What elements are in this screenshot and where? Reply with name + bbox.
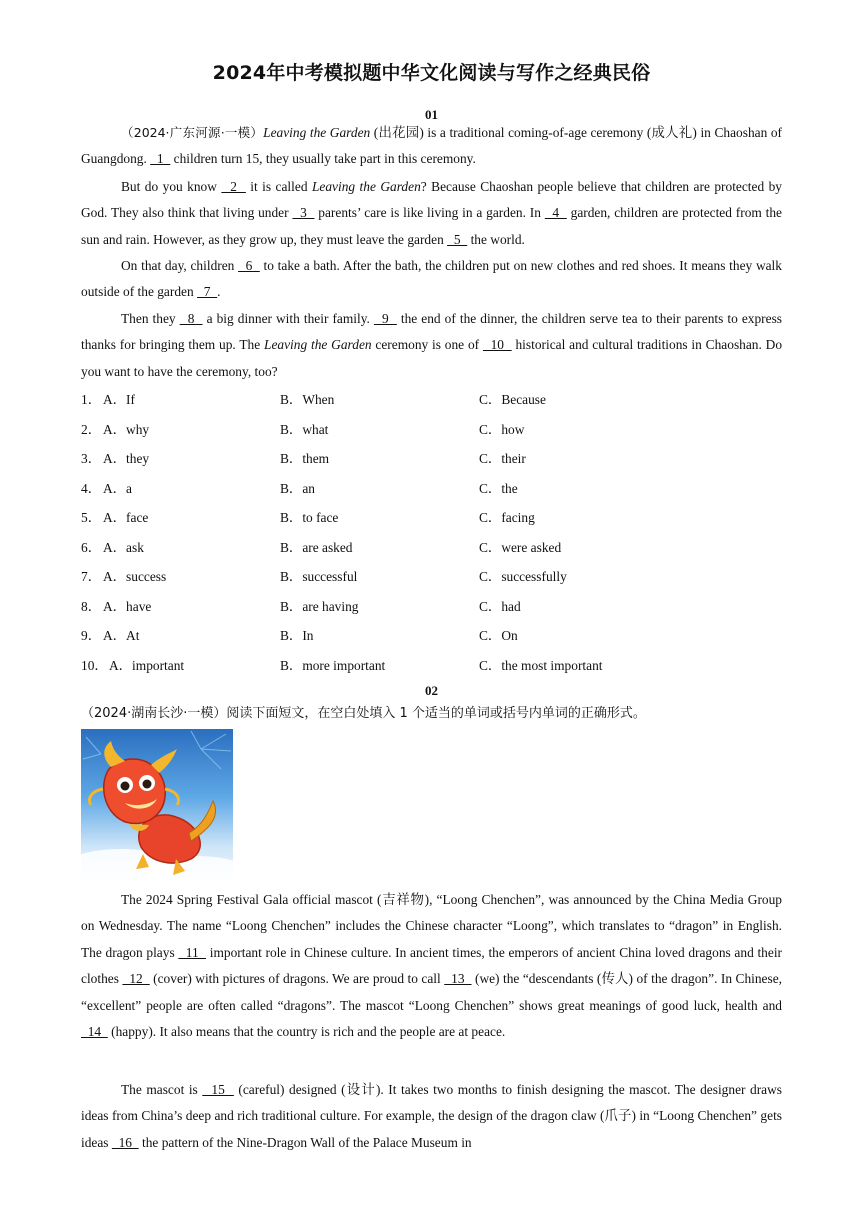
blank-3: 3 (292, 205, 315, 221)
passage-1-paragraph-2: But do you know 2 it is called Leaving the Garden? Because Chaoshan people believe that children are protected by God. They also think that living under 3 parents’ care is like living in a garden. In 4 garden, children are protected from the sun and rain. However, as they grow up, they must leave the garden 5 the world. (81, 179, 783, 247)
italic-title: Leaving the Garden (264, 337, 372, 353)
blank-2: 2 (221, 179, 246, 194)
blank-7: 7 (197, 284, 218, 300)
source-label: （2024·广东河源·一模） (121, 125, 264, 140)
passage-2-paragraph-2: The mascot is 15 (careful) designed (设计). It takes two months to finish designing the mascot. The designer draws ideas from China’s deep and rich traditional culture. For example, the design of the dragon claw (爪子) in “Loong Chenchen” gets ideas 16 the pattern of the Nine-Dragon Wall of the Palace Museum in (81, 1082, 782, 1150)
blank-13: 13 (444, 971, 472, 987)
page-title: 2024年中考模拟题中华文化阅读与写作之经典民俗 (212, 62, 651, 84)
blank-9: 9 (373, 311, 397, 326)
blank-15: 15 (202, 1082, 234, 1097)
italic-title: Leaving the Garden (263, 125, 371, 140)
blank-14: 14 (81, 1024, 108, 1040)
mascot-image (81, 729, 233, 881)
blank-5: 5 (447, 231, 468, 247)
section-number-02: 02 (425, 683, 438, 698)
question-row: 10． A．important B．more important C．the most important (81, 658, 603, 673)
blank-4: 4 (544, 205, 567, 221)
passage-1-paragraph-3: On that day, children 6 to take a bath. After the bath, the children put on new clothes and red shoes. It means they walk outside of the garden 7 . (81, 258, 782, 300)
question-row: 3． A．they B．them C．their (81, 451, 526, 466)
passage-1-paragraph-4: Then they 8 a big dinner with their family. 9 the end of the dinner, the children serve tea to their parents to express thanks for bringing them up. The Leaving the Garden ceremony is one of 10 historical and cultural traditions in Chaoshan. Do you want to have the ceremony, too? (81, 311, 783, 379)
blank-10: 10 (482, 337, 512, 353)
question-row: 1． A．If B．When C．Because (81, 392, 546, 407)
dragon-mascot-illustration (81, 729, 233, 881)
question-row: 6． A．ask B．are asked C．were asked (81, 540, 562, 555)
blank-8: 8 (179, 311, 203, 326)
blank-11: 11 (178, 944, 207, 960)
section-2-instruction: （2024·湖南长沙·一模）阅读下面短文，在空白处填入 1 个适当的单词或括号内单词的正确形式。 (81, 706, 646, 721)
question-row: 2． A．why B．what C．how (81, 422, 525, 437)
passage-2-paragraph-1: The 2024 Spring Festival Gala official mascot (吉祥物), “Loong Chenchen”, was announced by the China Media Group on Wednesday. The name “Loong Chenchen” includes the Chinese character “Loong”, which translates to “dragon” in English. The dragon plays 11 important role in Chinese culture. In ancient times, the emperors of ancient China loved dragons and their clothes 12 (cover) with pictures of dragons. We are proud to call 13 (we) the “descendants (传人) of the dragon”. In Chinese, “excellent” people are often called “dragons”. The mascot “Loong Chenchen” shows great meanings of good luck, health and 14 (happy). It also means that the country is rich and the people are at peace. (81, 892, 783, 1040)
blank-12: 12 (122, 971, 150, 987)
italic-title: Leaving the Garden (311, 179, 421, 194)
section-number-01: 01 (425, 107, 438, 122)
blank-1: 1 (150, 151, 171, 167)
question-row: 5． A．face B．to face C．facing (81, 510, 535, 525)
question-row: 8． A．have B．are having C．had (81, 599, 521, 614)
passage-1-paragraph-1: （2024·广东河源·一模）Leaving the Garden (出花园) is a traditional coming-of-age ceremony (成人礼) in Chaoshan of Guangdong. 1 children turn 15, they usually take part in this ceremony. (81, 125, 783, 167)
question-row: 9． A．At B．In C．On (81, 628, 518, 643)
blank-6: 6 (238, 258, 260, 273)
question-row: 4． A．a B．an C．the (81, 481, 518, 496)
blank-16: 16 (111, 1134, 139, 1150)
question-row: 7． A．success B．successful C．successfully (81, 569, 567, 584)
